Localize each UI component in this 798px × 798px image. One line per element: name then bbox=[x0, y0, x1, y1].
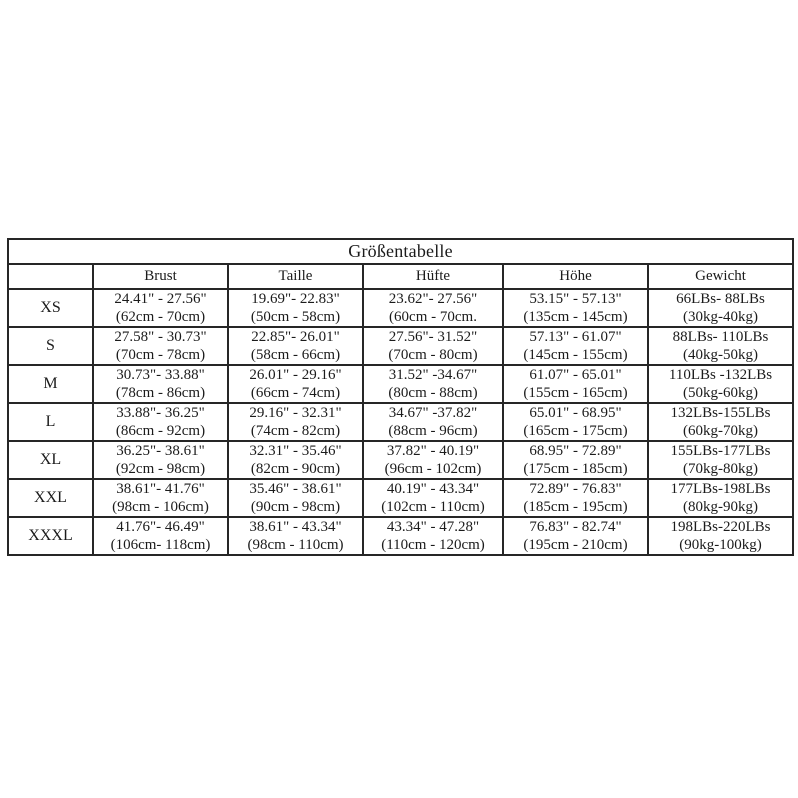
range-inches: 23.62"- 27.56" bbox=[388, 291, 478, 307]
range-inches: 34.67" -37.82" bbox=[388, 405, 478, 421]
cell-brust bbox=[93, 365, 228, 403]
range-cm: (135cm - 145cm) bbox=[523, 309, 628, 325]
range-cm: (78cm - 86cm) bbox=[115, 385, 206, 401]
cell-brust bbox=[93, 479, 228, 517]
cell-gewicht bbox=[648, 517, 793, 555]
range-inches: 35.46" - 38.61" bbox=[249, 481, 342, 497]
size-label: S bbox=[8, 327, 93, 365]
header-taille: Taille bbox=[228, 264, 363, 289]
range-lbs: 132LBs-155LBs bbox=[670, 405, 771, 421]
range-inches: 32.31" - 35.46" bbox=[249, 443, 342, 459]
cell-taille bbox=[228, 327, 363, 365]
cell-hoehe bbox=[503, 403, 648, 441]
cell-brust bbox=[93, 289, 228, 327]
table-title-row bbox=[8, 239, 793, 264]
range-inches: 72.89" - 76.83" bbox=[529, 481, 622, 497]
range-cm: (70cm - 80cm) bbox=[388, 347, 478, 363]
table-row-l bbox=[8, 403, 793, 441]
range-lbs: 88LBs- 110LBs bbox=[672, 329, 769, 345]
header-gewicht: Gewicht bbox=[648, 264, 793, 289]
cell-gewicht bbox=[648, 479, 793, 517]
size-table bbox=[7, 238, 794, 556]
range-kg: (30kg-40kg) bbox=[683, 309, 759, 325]
range-inches: 38.61"- 41.76" bbox=[116, 481, 205, 497]
range-kg: (60kg-70kg) bbox=[683, 423, 759, 439]
cell-brust bbox=[93, 441, 228, 479]
range-cm: (195cm - 210cm) bbox=[523, 537, 628, 553]
range-lbs: 110LBs -132LBs bbox=[668, 367, 773, 383]
range-cm: (82cm - 90cm) bbox=[250, 461, 341, 477]
cell-gewicht bbox=[648, 327, 793, 365]
cell-hoehe bbox=[503, 327, 648, 365]
range-inches: 31.52" -34.67" bbox=[388, 367, 478, 383]
range-inches: 30.73"- 33.88" bbox=[116, 367, 205, 383]
range-cm: (80cm - 88cm) bbox=[388, 385, 478, 401]
range-inches: 38.61" - 43.34" bbox=[249, 519, 342, 535]
range-inches: 36.25"- 38.61" bbox=[116, 443, 205, 459]
range-cm: (155cm - 165cm) bbox=[523, 385, 628, 401]
range-cm: (106cm- 118cm) bbox=[110, 537, 211, 553]
cell-gewicht bbox=[648, 289, 793, 327]
range-inches: 29.16" - 32.31" bbox=[249, 405, 342, 421]
header-size bbox=[8, 264, 93, 289]
range-cm: (145cm - 155cm) bbox=[523, 347, 628, 363]
range-cm: (90cm - 98cm) bbox=[250, 499, 341, 515]
range-inches: 27.58" - 30.73" bbox=[114, 329, 207, 345]
range-cm: (70cm - 78cm) bbox=[115, 347, 206, 363]
cell-hoehe bbox=[503, 517, 648, 555]
range-cm: (98cm - 106cm) bbox=[112, 499, 209, 515]
range-cm: (62cm - 70cm) bbox=[115, 309, 206, 325]
range-inches: 43.34" - 47.28" bbox=[386, 519, 480, 535]
range-inches: 40.19" - 43.34" bbox=[386, 481, 480, 497]
range-kg: (70kg-80kg) bbox=[683, 461, 759, 477]
table-row-xxxl bbox=[8, 517, 793, 555]
table-row-xl bbox=[8, 441, 793, 479]
range-inches: 76.83" - 82.74" bbox=[529, 519, 622, 535]
cell-hoehe bbox=[503, 289, 648, 327]
range-inches: 61.07" - 65.01" bbox=[529, 367, 622, 383]
range-cm: (165cm - 175cm) bbox=[523, 423, 628, 439]
range-inches: 41.76"- 46.49" bbox=[116, 519, 205, 535]
size-chart bbox=[7, 238, 792, 556]
table-header-row bbox=[8, 264, 793, 289]
cell-gewicht bbox=[648, 365, 793, 403]
range-inches: 57.13" - 61.07" bbox=[529, 329, 622, 345]
table-row-m bbox=[8, 365, 793, 403]
cell-huefte bbox=[363, 327, 503, 365]
cell-gewicht bbox=[648, 403, 793, 441]
range-cm: (175cm - 185cm) bbox=[523, 461, 628, 477]
cell-huefte bbox=[363, 403, 503, 441]
range-cm: (66cm - 74cm) bbox=[250, 385, 341, 401]
range-lbs: 198LBs-220LBs bbox=[670, 519, 771, 535]
size-label: XXXL bbox=[8, 517, 93, 555]
cell-gewicht bbox=[648, 441, 793, 479]
cell-taille bbox=[228, 289, 363, 327]
range-cm: (60cm - 70cm. bbox=[389, 309, 477, 325]
header-huefte: Hüfte bbox=[363, 264, 503, 289]
range-cm: (92cm - 98cm) bbox=[115, 461, 206, 477]
size-label: XL bbox=[8, 441, 93, 479]
range-cm: (74cm - 82cm) bbox=[250, 423, 341, 439]
cell-taille bbox=[228, 479, 363, 517]
range-inches: 68.95" - 72.89" bbox=[529, 443, 622, 459]
range-cm: (58cm - 66cm) bbox=[250, 347, 341, 363]
cell-hoehe bbox=[503, 441, 648, 479]
range-cm: (102cm - 110cm) bbox=[381, 499, 485, 515]
size-label: M bbox=[8, 365, 93, 403]
range-cm: (96cm - 102cm) bbox=[384, 461, 482, 477]
range-inches: 53.15" - 57.13" bbox=[529, 291, 622, 307]
cell-taille bbox=[228, 403, 363, 441]
cell-hoehe bbox=[503, 479, 648, 517]
table-row-xs bbox=[8, 289, 793, 327]
range-lbs: 155LBs-177LBs bbox=[670, 443, 771, 459]
range-cm: (110cm - 120cm) bbox=[381, 537, 485, 553]
cell-huefte bbox=[363, 441, 503, 479]
range-inches: 27.56"- 31.52" bbox=[388, 329, 478, 345]
size-label: L bbox=[8, 403, 93, 441]
cell-brust bbox=[93, 327, 228, 365]
range-cm: (86cm - 92cm) bbox=[115, 423, 206, 439]
range-kg: (90kg-100kg) bbox=[679, 537, 762, 553]
cell-hoehe bbox=[503, 365, 648, 403]
range-lbs: 66LBs- 88LBs bbox=[676, 291, 765, 307]
header-hoehe: Höhe bbox=[503, 264, 648, 289]
cell-huefte bbox=[363, 517, 503, 555]
range-kg: (40kg-50kg) bbox=[683, 347, 759, 363]
cell-taille bbox=[228, 517, 363, 555]
cell-brust bbox=[93, 403, 228, 441]
cell-huefte bbox=[363, 365, 503, 403]
range-cm: (98cm - 110cm) bbox=[247, 537, 344, 553]
range-inches: 19.69"- 22.83" bbox=[251, 291, 340, 307]
table-title: Größentabelle bbox=[8, 239, 793, 264]
table-row-s bbox=[8, 327, 793, 365]
header-brust: Brust bbox=[93, 264, 228, 289]
cell-huefte bbox=[363, 289, 503, 327]
cell-taille bbox=[228, 441, 363, 479]
range-inches: 22.85"- 26.01" bbox=[251, 329, 340, 345]
range-inches: 65.01" - 68.95" bbox=[529, 405, 622, 421]
range-kg: (80kg-90kg) bbox=[683, 499, 759, 515]
range-inches: 24.41" - 27.56" bbox=[114, 291, 207, 307]
cell-taille bbox=[228, 365, 363, 403]
range-inches: 37.82" - 40.19" bbox=[386, 443, 480, 459]
range-cm: (88cm - 96cm) bbox=[388, 423, 478, 439]
range-cm: (50cm - 58cm) bbox=[250, 309, 341, 325]
range-kg: (50kg-60kg) bbox=[683, 385, 759, 401]
range-inches: 26.01" - 29.16" bbox=[249, 367, 342, 383]
range-inches: 33.88"- 36.25" bbox=[116, 405, 205, 421]
range-cm: (185cm - 195cm) bbox=[523, 499, 628, 515]
size-label: XXL bbox=[8, 479, 93, 517]
range-lbs: 177LBs-198LBs bbox=[670, 481, 771, 497]
size-label: XS bbox=[8, 289, 93, 327]
table-row-xxl bbox=[8, 479, 793, 517]
cell-brust bbox=[93, 517, 228, 555]
cell-huefte bbox=[363, 479, 503, 517]
